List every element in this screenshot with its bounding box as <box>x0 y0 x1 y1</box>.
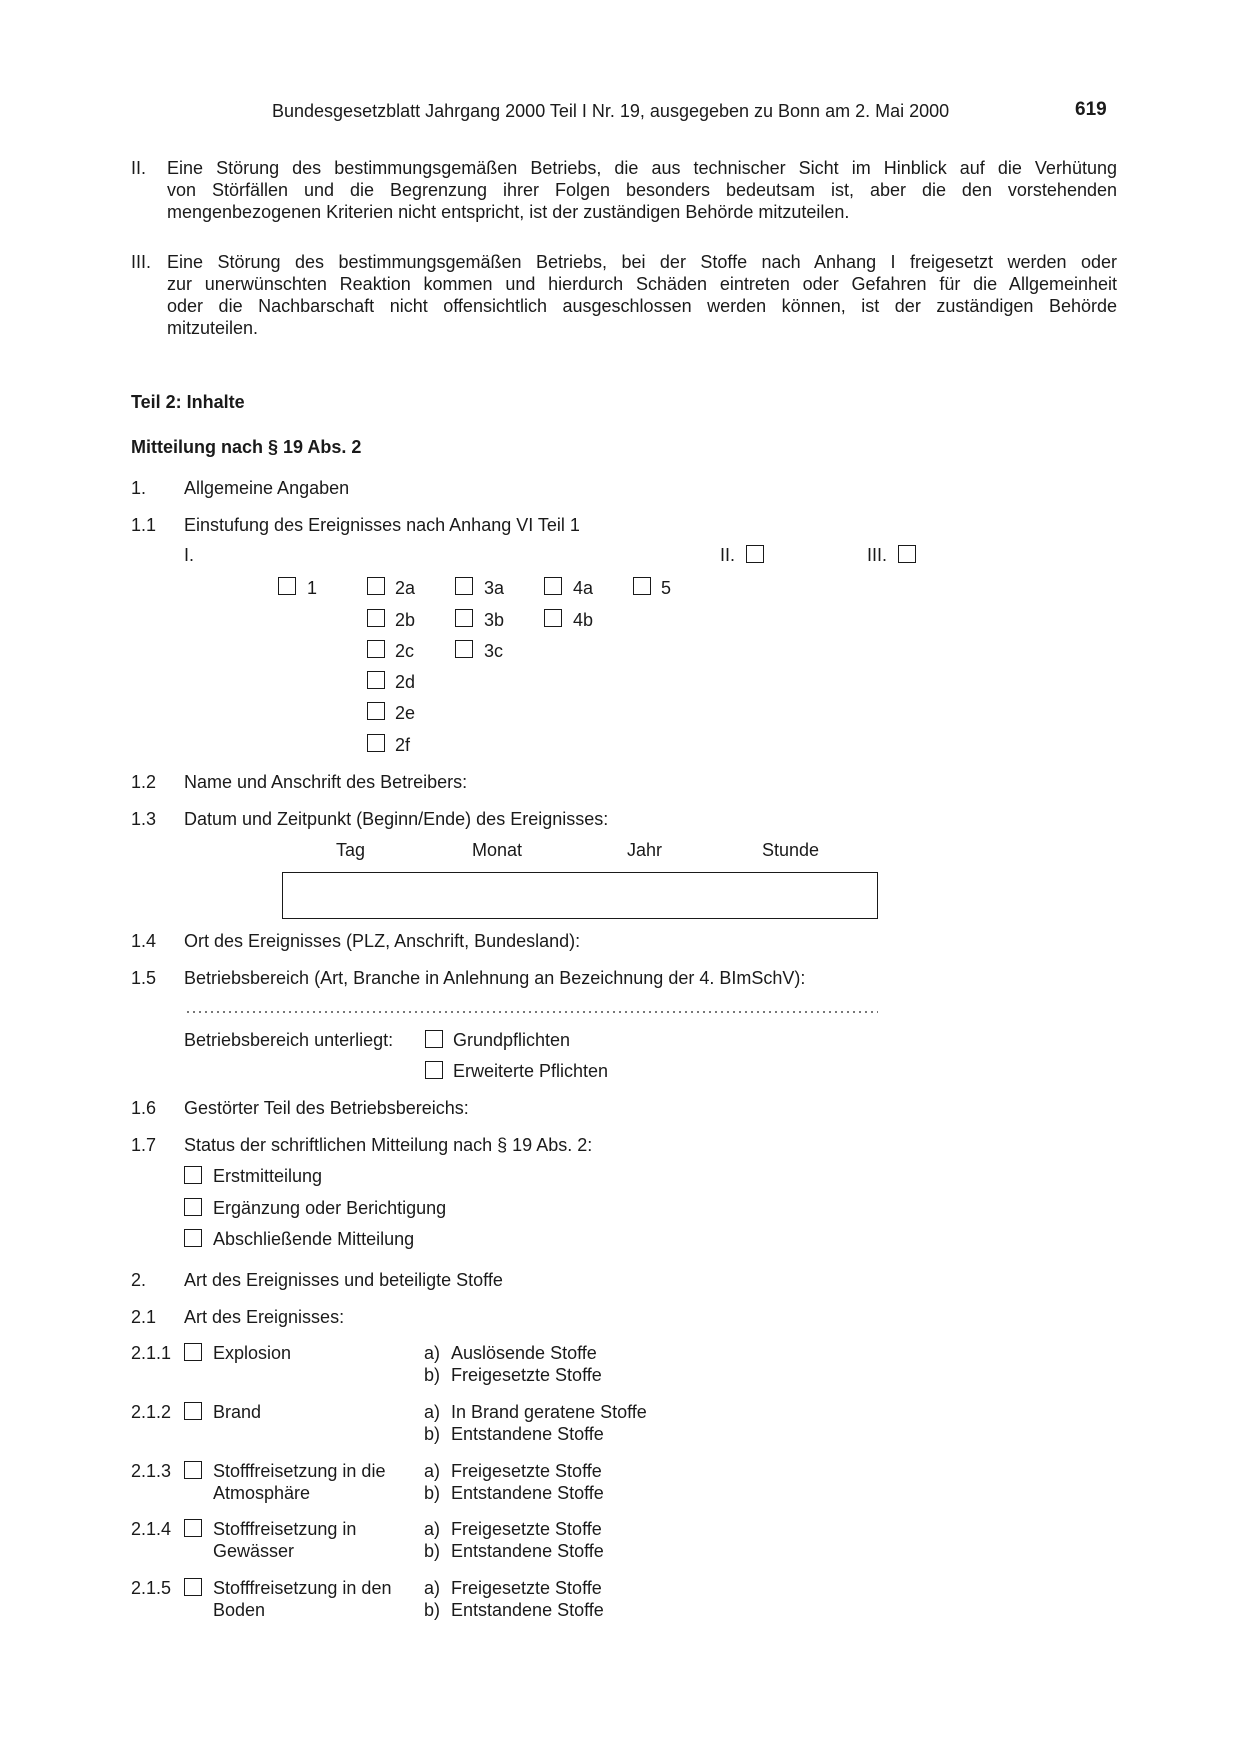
event-brand-checkbox[interactable] <box>184 1402 202 1420</box>
ergaenzung-label: Ergänzung oder Berichtigung <box>213 1198 447 1218</box>
event-substance-a: Freigesetzte Stoffe <box>451 1519 602 1539</box>
option-3c-label: 3c <box>484 641 504 661</box>
event-label: Stofffreisetzung in den <box>213 1578 392 1598</box>
event-substance-a: Freigesetzte Stoffe <box>451 1461 602 1481</box>
option-2a-checkbox[interactable] <box>367 577 385 595</box>
event-number: 2.1.3 <box>131 1461 172 1481</box>
option-4b-checkbox[interactable] <box>544 609 562 627</box>
section-2-number: 2. <box>131 1270 147 1290</box>
option-2d-checkbox[interactable] <box>367 671 385 689</box>
event-marker-a: a) <box>424 1519 441 1539</box>
option-2d-label: 2d <box>395 672 416 692</box>
event-substance-b: Entstandene Stoffe <box>451 1424 604 1444</box>
erstmitteilung-label: Erstmitteilung <box>213 1166 323 1186</box>
option-2a-label: 2a <box>395 578 416 598</box>
event-substance-b: Entstandene Stoffe <box>451 1600 604 1620</box>
event-substance-b: Entstandene Stoffe <box>451 1483 604 1503</box>
event-substance-b: Entstandene Stoffe <box>451 1541 604 1561</box>
event-label: Stofffreisetzung in die <box>213 1461 386 1481</box>
class-ii-label: II. <box>720 545 736 565</box>
option-4b-label: 4b <box>573 610 594 630</box>
section-1-2-label: Name und Anschrift des Betreibers: <box>184 772 468 792</box>
event-substance-a: Auslösende Stoffe <box>451 1343 597 1363</box>
event-label-continued: Boden <box>213 1600 266 1620</box>
abschliessende-mitteilung-checkbox[interactable] <box>184 1229 202 1247</box>
column-tag: Tag <box>336 840 366 860</box>
column-stunde: Stunde <box>762 840 820 860</box>
event-substance-b: Freigesetzte Stoffe <box>451 1365 602 1385</box>
paragraph-ii <box>167 157 1117 223</box>
section-1-6-number: 1.6 <box>131 1098 157 1118</box>
event-number: 2.1.2 <box>131 1402 172 1422</box>
paragraph-iii-line-4: mitzuteilen. <box>167 318 259 338</box>
option-3a-label: 3a <box>484 578 505 598</box>
class-i-label: I. <box>184 545 195 565</box>
event-marker-b: b) <box>424 1541 441 1561</box>
event-number: 2.1.4 <box>131 1519 172 1539</box>
event-substance-a: In Brand geratene Stoffe <box>451 1402 647 1422</box>
option-5-label: 5 <box>661 578 672 598</box>
paragraph-iii <box>167 251 1117 339</box>
paragraph-iii-line-3: oder die Nachbarschaft nicht offensichtlich ausgeschlossen werden können, ist der zuständigen Behörde <box>167 296 1117 316</box>
event-label-continued: Atmosphäre <box>213 1483 311 1503</box>
event-marker-a: a) <box>424 1578 441 1598</box>
event-marker-b: b) <box>424 1600 441 1620</box>
section-2-label: Art des Ereignisses und beteiligte Stoffe <box>184 1270 503 1290</box>
event-label: Stofffreisetzung in <box>213 1519 357 1539</box>
option-3b-label: 3b <box>484 610 505 630</box>
fill-in-dotted-line[interactable] <box>185 1010 878 1014</box>
option-4a-checkbox[interactable] <box>544 577 562 595</box>
paragraph-iii-line-2: zur unerwünschten Reaktion kommen und hierdurch Schäden eintreten oder Gefahren für die Allgemeinheit <box>167 274 1117 294</box>
heading-mitteilung: Mitteilung nach § 19 Abs. 2 <box>131 437 362 457</box>
erweiterte-pflichten-checkbox[interactable] <box>425 1061 443 1079</box>
event-marker-a: a) <box>424 1461 441 1481</box>
option-2c-checkbox[interactable] <box>367 640 385 658</box>
option-3a-checkbox[interactable] <box>455 577 473 595</box>
event-substance-a: Freigesetzte Stoffe <box>451 1578 602 1598</box>
event-marker-a: a) <box>424 1402 441 1422</box>
date-time-field[interactable] <box>282 872 878 919</box>
section-1-1-label: Einstufung des Ereignisses nach Anhang VI Teil 1 <box>184 515 580 535</box>
section-1-number: 1. <box>131 478 147 498</box>
section-1-3-number: 1.3 <box>131 809 157 829</box>
option-4a-label: 4a <box>573 578 594 598</box>
event-number: 2.1.1 <box>131 1343 172 1363</box>
section-1-6-label: Gestörter Teil des Betriebsbereichs: <box>184 1098 469 1118</box>
event-label: Explosion <box>213 1343 292 1363</box>
section-1-5-label: Betriebsbereich (Art, Branche in Anlehnung an Bezeichnung der 4. BImSchV): <box>184 968 806 988</box>
section-2-1-number: 2.1 <box>131 1307 157 1327</box>
grundpflichten-checkbox[interactable] <box>425 1030 443 1048</box>
section-1-label: Allgemeine Angaben <box>184 478 350 498</box>
section-1-5-number: 1.5 <box>131 968 157 988</box>
grundpflichten-label: Grundpflichten <box>453 1030 571 1050</box>
event-number: 2.1.5 <box>131 1578 172 1598</box>
section-1-7-label: Status der schriftlichen Mitteilung nach § 19 Abs. 2: <box>184 1135 593 1155</box>
abschliessende-mitteilung-label: Abschließende Mitteilung <box>213 1229 415 1249</box>
event-marker-b: b) <box>424 1483 441 1503</box>
section-1-1-number: 1.1 <box>131 515 157 535</box>
event-marker-a: a) <box>424 1343 441 1363</box>
paragraph-number-iii: III. <box>131 252 152 272</box>
option-2c-label: 2c <box>395 641 415 661</box>
paragraph-number-ii: II. <box>131 158 147 178</box>
column-jahr: Jahr <box>627 840 663 860</box>
running-title: Bundesgesetzblatt Jahrgang 2000 Teil I Nr. 19, ausgegeben zu Bonn am 2. Mai 2000 <box>272 101 950 121</box>
event-gewaesser-checkbox[interactable] <box>184 1519 202 1537</box>
section-1-7-number: 1.7 <box>131 1135 157 1155</box>
event-marker-b: b) <box>424 1424 441 1444</box>
option-2b-checkbox[interactable] <box>367 609 385 627</box>
event-explosion-checkbox[interactable] <box>184 1343 202 1361</box>
betriebsbereich-subject-label: Betriebsbereich unterliegt: <box>184 1030 394 1050</box>
class-ii-checkbox[interactable] <box>746 545 764 563</box>
ergaenzung-checkbox[interactable] <box>184 1198 202 1216</box>
option-2f-checkbox[interactable] <box>367 734 385 752</box>
option-3b-checkbox[interactable] <box>455 609 473 627</box>
option-3c-checkbox[interactable] <box>455 640 473 658</box>
event-label: Brand <box>213 1402 262 1422</box>
paragraph-iii-line-1: Eine Störung des bestimmungsgemäßen Betriebs, bei der Stoffe nach Anhang I freigesetzt werden oder <box>167 252 1117 272</box>
class-iii-label: III. <box>867 545 888 565</box>
erweiterte-pflichten-label: Erweiterte Pflichten <box>453 1061 609 1081</box>
section-2-1-label: Art des Ereignisses: <box>184 1307 345 1327</box>
paragraph-ii-line-1: Eine Störung des bestimmungsgemäßen Betriebs, die aus technischer Sicht im Hinblick auf die Verhütung <box>167 158 1117 178</box>
option-2b-label: 2b <box>395 610 416 630</box>
section-1-2-number: 1.2 <box>131 772 157 792</box>
heading-teil-2: Teil 2: Inhalte <box>131 392 245 412</box>
option-2f-label: 2f <box>395 735 411 755</box>
option-1-checkbox[interactable] <box>278 577 296 595</box>
page-number: 619 <box>1075 99 1107 120</box>
event-marker-b: b) <box>424 1365 441 1385</box>
class-iii-checkbox[interactable] <box>898 545 916 563</box>
option-1-label: 1 <box>307 578 318 598</box>
paragraph-ii-line-2: von Störfällen und die Begrenzung ihrer Folgen besonders bedeutsam ist, aber die den vorstehenden <box>167 180 1117 200</box>
column-monat: Monat <box>472 840 523 860</box>
option-2e-label: 2e <box>395 703 416 723</box>
section-1-4-label: Ort des Ereignisses (PLZ, Anschrift, Bundesland): <box>184 931 581 951</box>
option-5-checkbox[interactable] <box>633 577 651 595</box>
event-atmosphaere-checkbox[interactable] <box>184 1461 202 1479</box>
section-1-4-number: 1.4 <box>131 931 157 951</box>
paragraph-ii-line-3: mengenbezogenen Kriterien nicht entspricht, ist der zuständigen Behörde mitzuteilen. <box>167 202 850 222</box>
section-1-3-label: Datum und Zeitpunkt (Beginn/Ende) des Ereignisses: <box>184 809 609 829</box>
event-boden-checkbox[interactable] <box>184 1578 202 1596</box>
event-label-continued: Gewässer <box>213 1541 295 1561</box>
erstmitteilung-checkbox[interactable] <box>184 1166 202 1184</box>
option-2e-checkbox[interactable] <box>367 702 385 720</box>
